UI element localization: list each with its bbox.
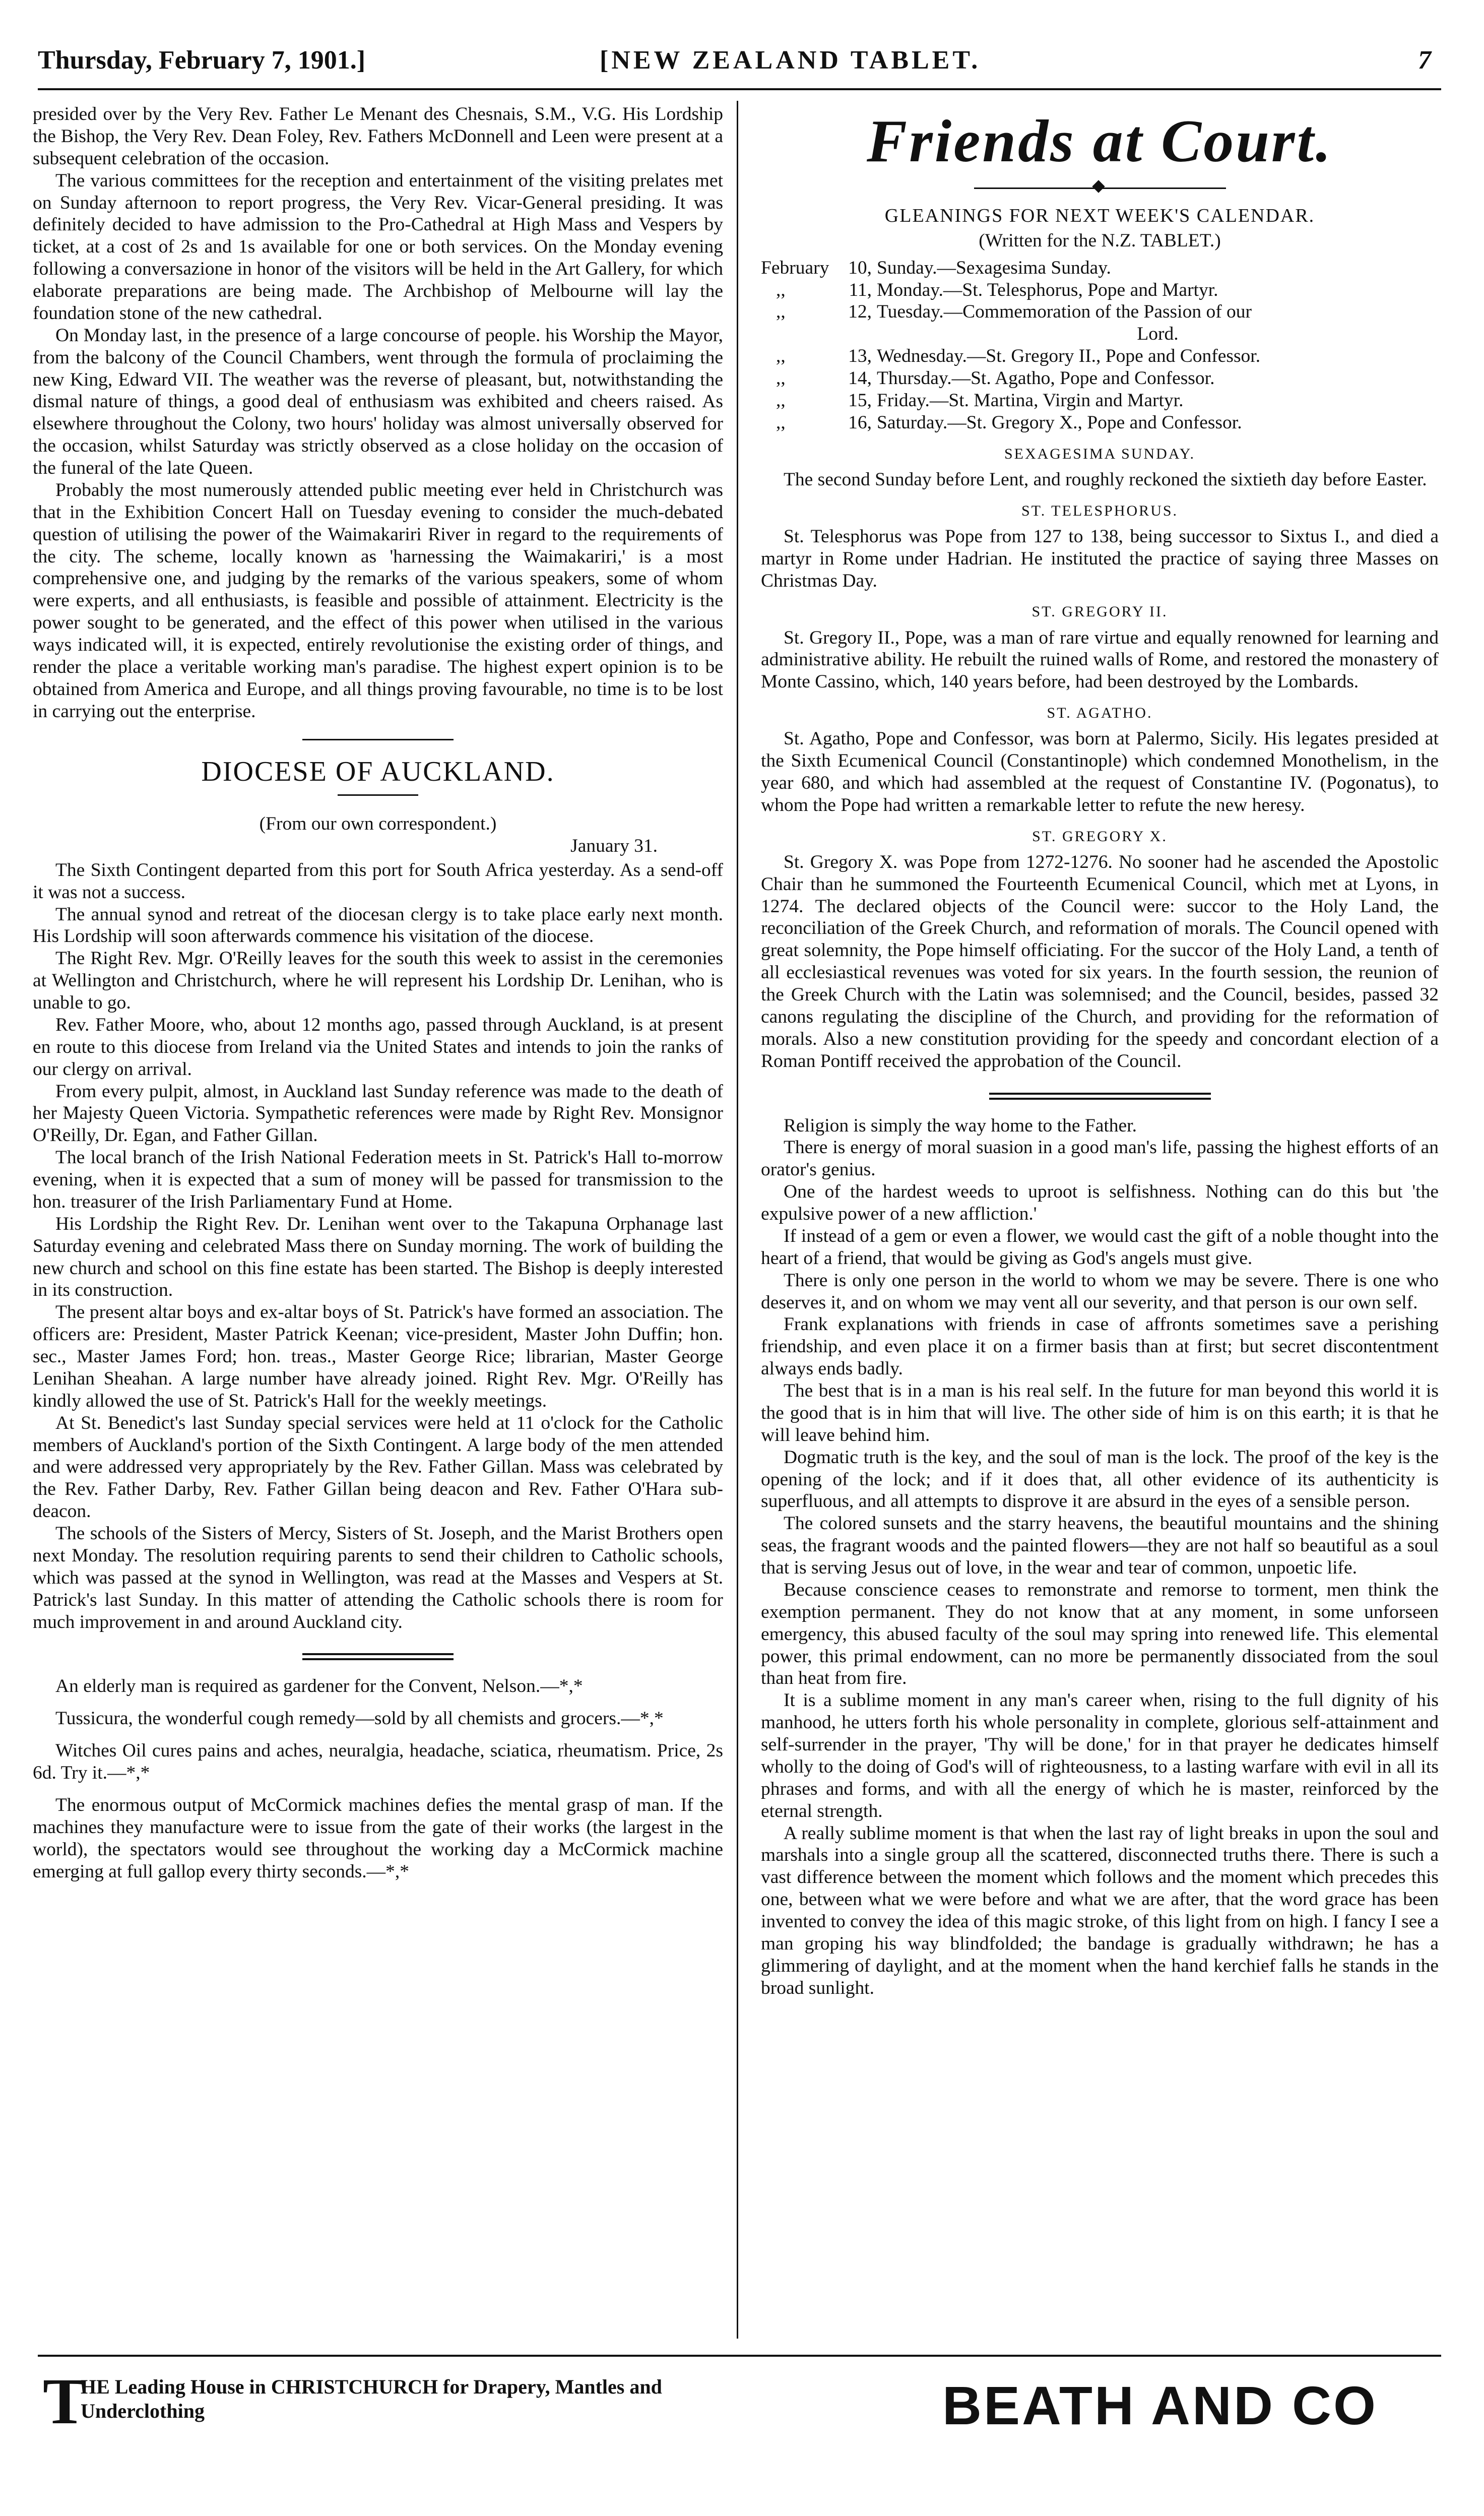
maxim-paragraph: The colored sunsets and the starry heavens, the beautiful mountains and the shining seas, the fragrant woods and the painted flowers—they are not half so beautiful as a soul that is serving Jesus out of love, in the wear and tear of common, unpoetic life.: [761, 1513, 1439, 1579]
advertisement: An elderly man is required as gardener for the Convent, Nelson.—*,*: [55, 1676, 583, 1697]
calendar-month: February: [761, 257, 829, 278]
column-divider: [737, 101, 738, 2339]
calendar-text: Lord.: [1137, 324, 1179, 345]
saint-paragraph: St. Telesphorus was Pope from 127 to 138, being successor to Sixtus I., and died a martyr in Rome under Hadrian. He instituted the practice of saying three Masses on Christmas Day.: [761, 526, 1439, 591]
calendar-day: 11,: [849, 279, 872, 300]
calendar-month: [761, 323, 842, 345]
article-paragraph: The Right Rev. Mgr. O'Reilly leaves for the south this week to assist in the ceremonies at Wellington and Christchurch, where he will represent his Lordship Dr. Lenihan, who is unable to go.: [33, 948, 723, 1014]
calendar-day: 15,: [848, 390, 872, 411]
calendar-day: 16,: [848, 412, 872, 433]
article-paragraph: presided over by the Very Rev. Father Le Menant des Chesnais, S.M., V.G. His Lordship the Bishop, the Very Rev. Dean Foley, Rev. Fathers McDonnell and Leen were present at a subsequent celebration of the occasion.: [33, 104, 723, 169]
saint-heading: ST. GREGORY II.: [1031, 603, 1168, 620]
ornamental-divider: [989, 1093, 1211, 1100]
footer-rule: [38, 2355, 1441, 2357]
article-paragraph: His Lordship the Right Rev. Dr. Lenihan went over to the Takapuna Orphanage last Saturday evening and celebrated Mass there on Sunday morning. The work of building the new church and school on this fine estate has been started. The Bishop is deeply interested in its construction.: [33, 1213, 723, 1301]
title-underline: [338, 794, 418, 796]
article-paragraph: From every pulpit, almost, in Auckland last Sunday reference was made to the death of her Majesty Queen Victoria. Sympathetic references were made by Right Rev. Monsignor O'Reilly, Dr. Egan, and Father Gillan.: [33, 1081, 723, 1146]
section-divider: [302, 739, 454, 740]
footer-advertisement-text: [43, 2365, 786, 2438]
calendar-month: ,,: [776, 279, 786, 300]
calendar-list: [761, 257, 1439, 434]
advertisement: The enormous output of McCormick machines defies the mental grasp of man. If the machines they manufacture were to issue from the gate of their works (the largest in the world), the spectators would see throughout the working day a McCormick machine emerging at full gallop every thirty seconds.—*,*: [33, 1794, 723, 1882]
calendar-entry: [761, 323, 1439, 345]
calendar-entry: [761, 279, 1439, 301]
article-paragraph: The local branch of the Irish National Federation meets in St. Patrick's Hall to-morrow evening, when it is expected that a sum of money will be passed for transmission to the hon. treasurer of the Irish Parliamentary Fund at Home.: [33, 1147, 723, 1212]
saint-heading: ST. AGATHO.: [1047, 705, 1153, 722]
article-paragraph: The present altar boys and ex-altar boys of St. Patrick's have formed an association. The officers are: President, Master Patrick Keenan; vice-president, Master John Duffin; hon. sec., Master James Ford; hon. treas., Master George Rice; librarian, Master George Lenihan Sheahan. A large number have already joined. Right Rev. Mgr. O'Reilly has kindly allowed the use of St. Patrick's Hall for the weekly meetings.: [33, 1302, 723, 1411]
article-paragraph: On Monday last, in the presence of a large concourse of people. his Worship the Mayor, from the balcony of the Council Chambers, went through the formula of proclaiming the new King, Edward VII. The weather was the reverse of pleasant, but, notwithstanding the dismal nature of things, a good deal of enthusiasm was exhibited and cheers raised. As elsewhere throughout the Colony, two hours' holiday was almost universally observed for the occasion, whilst Saturday was strictly observed as a close holiday on the occasion of the funeral of the late Queen.: [33, 325, 723, 478]
calendar-text: Monday.—St. Telesphorus, Pope and Martyr.: [877, 279, 1218, 300]
left-column: [33, 103, 723, 1882]
article-paragraph: The schools of the Sisters of Mercy, Sisters of St. Joseph, and the Marist Brothers open next Monday. The resolution requiring parents to send their children to Catholic schools, which was passed at the synod in Wellington, was read at the Masses and Vespers at St. Patrick's last Sunday. In this matter of attending the Catholic schools there is room for much improvement in and around Auckland city.: [33, 1523, 723, 1632]
saint-heading: SEXAGESIMA SUNDAY.: [1004, 445, 1196, 462]
maxim-paragraph: There is energy of moral suasion in a good man's life, passing the highest efforts of an orator's genius.: [761, 1137, 1439, 1180]
calendar-text: Thursday.—St. Agatho, Pope and Confessor.: [877, 368, 1215, 389]
maxim-paragraph: The best that is in a man is his real self. In the future for man beyond this world it is the good that is in him that will live. The other side of him is on this earth; it is that he will leave behind him.: [761, 1380, 1439, 1445]
saint-paragraph: St. Gregory X. was Pope from 1272-1276. No sooner had he ascended the Apostolic Chair than he summoned the Fourteenth Ecumenical Council, which met at Lyons, in 1274. The declared objects of the Council were: succor to the Holy Land, the reconciliation of the Greek Church, and reformation of morals. The Council opened with great solemnity, the Pope himself officiating. For the succor of the Holy Land, a tenth of all ecclesiastical revenues was voted for six years. In the fourth session, the reunion of the Greek Church with the Latin was solemnised; and the Council, besides, passed 32 canons regulating the discipline of the Church, and providing for the reformation of morals. Also a new constitution providing for the speedy and concordant election of a Roman Pontiff received the approbation of the Council.: [761, 851, 1439, 1072]
header-date: Thursday, February 7, 1901.]: [38, 46, 366, 75]
byline: (From our own correspondent.): [259, 813, 497, 835]
calendar-entry: [761, 390, 1439, 412]
maxim-paragraph: One of the hardest weeds to uproot is selfishness. Nothing can do this but 'the expulsive power of a new affliction.': [761, 1181, 1439, 1225]
header-publication: [NEW ZEALAND TABLET.: [600, 46, 981, 75]
drop-cap-letter: T: [43, 2365, 87, 2438]
calendar-month: ,,: [776, 412, 786, 433]
saint-heading: ST. GREGORY X.: [1032, 828, 1168, 845]
calendar-month: ,,: [776, 301, 786, 323]
maxim-paragraph: Because conscience ceases to remonstrate and remorse to torment, men think the exemption permanent. They do not know that at any moment, in some unforseen emergency, this abused faculty of the soul may spring into renewed life. This elemental power, this primal endowment, can no more be permanently dissociated from the soul than heat from fire.: [761, 1579, 1439, 1689]
calendar-entry: [761, 345, 1439, 367]
calendar-entry: [761, 412, 1439, 434]
article-paragraph: The Sixth Contingent departed from this port for South Africa yesterday. As a send-off it was not a success.: [33, 859, 723, 903]
header-page-number: 7: [1418, 46, 1431, 75]
saint-paragraph: St. Agatho, Pope and Confessor, was born at Palermo, Sicily. His legates presided at the Sixth Ecumenical Council (Constantinople) which condemned Monothelism, in the year 680, and which had assembled at the request of Constantine IV. (Pogonatus), to whom the Pope had written a remarkable letter to refute the new heresy.: [761, 728, 1439, 815]
calendar-entry: [761, 367, 1439, 390]
footer-line: Underclothing: [81, 2400, 205, 2422]
advertisement: Witches Oil cures pains and aches, neuralgia, headache, sciatica, rheumatism. Price, 2s 6d. Try it.—*,*: [33, 1740, 723, 1784]
advertisement: Tussicura, the wonderful cough remedy—sold by all chemists and grocers.—*,*: [55, 1708, 664, 1729]
saint-paragraph: St. Gregory II., Pope, was a man of rare virtue and equally renowned for learning and administrative ability. He rebuilt the ruined walls of Rome, and restored the monastery of Monte Cassino, which, 140 years before, had been destroyed by the Lombards.: [761, 627, 1439, 693]
diamond-ornament-icon: [1092, 180, 1105, 193]
maxim-paragraph: Frank explanations with friends in case of affronts sometimes save a perishing friendship, and even place it on a firmer basis than at first; but secret discontentment always ends badly.: [761, 1314, 1439, 1379]
article-paragraph: Probably the most numerously attended public meeting ever held in Christchurch was that in the Exhibition Concert Hall on Tuesday evening to consider the much-debated question of utilising the power of the Waimakariri River in regard to the requirements of the city. The scheme, locally known as 'harnessing the Waimakariri,' is a most comprehensive one, and judging by the remarks of the various speakers, some of whom were experts, and all enthusiasts, is feasible and possible of attainment. Electricity is the power sought to be generated, and the effect of this power when utilised in the various ways indicated will, it is expected, entirely revolutionise the existing order of things, and render the place a veritable working man's paradise. The highest expert opinion is to be obtained from America and Europe, and all things proving favourable, no time is to be lost in carrying out the enterprise.: [33, 479, 723, 722]
calendar-day: 14,: [848, 368, 872, 389]
saint-heading: ST. TELESPHORUS.: [1021, 502, 1179, 519]
footer-brand: BEATH AND CO: [942, 2375, 1378, 2436]
article-paragraph: The annual synod and retreat of the diocesan clergy is to take place early next month. His Lordship will soon afterwards commence his visitation of the diocese.: [33, 904, 723, 947]
saint-paragraph: The second Sunday before Lent, and roughly reckoned the sixtieth day before Easter.: [784, 469, 1427, 490]
calendar-month: ,,: [776, 346, 786, 367]
article-paragraph: Rev. Father Moore, who, about 12 months ago, passed through Auckland, is at present en route to this diocese from Ireland via the United States and intends to join the ranks of our clergy on arrival.: [33, 1014, 723, 1080]
footer-line: HE Leading House in CHRISTCHURCH for Drapery, Mantles and: [81, 2375, 662, 2398]
page-header: [38, 40, 1441, 81]
calendar-day: 13,: [848, 346, 872, 367]
calendar-entry: [761, 301, 1439, 323]
maxim-paragraph: It is a sublime moment in any man's career when, rising to the full dignity of his manhood, he utters forth his whole personality in complete, glorious self-attainment and self-surrender in the prayer, 'Thy will be done,' for in that prayer he dedicates himself wholly to the doing of God's will of righteousness, to a lasting warfare with evil in all its phrases and forms, and with all the energy of which he is master, reinforced by the eternal strength.: [761, 1690, 1439, 1821]
maxim-paragraph: Religion is simply the way home to the Father.: [784, 1115, 1137, 1136]
calendar-day: 12,: [848, 301, 872, 323]
article-paragraph: At St. Benedict's last Sunday special services were held at 11 o'clock for the Catholic members of Auckland's portion of the Sixth Contingent. A large body of the men attended and were addressed very appropriately by the Rev. Father Gillan. Mass was celebrated by the Rev. Father Darby, Rev. Father Gillan being deacon and Rev. Father O'Hara sub-deacon.: [33, 1412, 723, 1522]
calendar-text: Sunday.—Sexagesima Sunday.: [877, 257, 1111, 278]
maxim-paragraph: Dogmatic truth is the key, and the soul of man is the lock. The proof of the key is the opening of the lock; and if it does that, all other evidence of its authenticity is superfluous, and all attempts to disprove it are absurd in the eyes of a sensible person.: [761, 1446, 1439, 1512]
dateline: January 31.: [570, 835, 658, 856]
header-rule: [38, 88, 1441, 90]
maxim-paragraph: There is only one person in the world to whom we may be severe. There is one who deserves it, and on whom we may vent all our severity, and that person is our own self.: [761, 1270, 1439, 1313]
calendar-day: [842, 323, 877, 345]
calendar-month: ,,: [776, 368, 786, 389]
article-paragraph: The various committees for the reception and entertainment of the visiting prelates met on Sunday afternoon to report progress, the Very Rev. Vicar-General presiding. It was definitely decided to have admission to the Pro-Cathedral at High Mass and Vespers by ticket, at a cost of 2s and 1s available for one or both services. On the Monday evening following a conversazione in honor of the visitors will be held in the Art Gallery, for which elaborate preparations are being made. The Archbishop of Melbourne will lay the foundation stone of the new cathedral.: [33, 170, 723, 324]
calendar-text: Wednesday.—St. Gregory II., Pope and Confessor.: [877, 346, 1261, 367]
calendar-text: Friday.—St. Martina, Virgin and Martyr.: [877, 390, 1184, 411]
calendar-day: 10,: [848, 257, 872, 278]
calendar-text: Tuesday.—Commemoration of the Passion of our: [877, 301, 1252, 323]
ornamental-divider: [302, 1653, 454, 1660]
calendar-heading: GLEANINGS FOR NEXT WEEK'S CALENDAR.: [884, 205, 1315, 227]
calendar-subheading: (Written for the N.Z. TABLET.): [979, 230, 1221, 251]
friends-at-court-title: Friends at Court.: [867, 107, 1333, 174]
maxim-paragraph: If instead of a gem or even a flower, we would cast the gift of a noble thought into the heart of a friend, that would be giving as God's angels must give.: [761, 1225, 1439, 1269]
calendar-month: ,,: [776, 390, 786, 411]
maxim-paragraph: A really sublime moment is that when the last ray of light breaks in upon the soul and marshals into a single group all the scattered, disconnected truths there. There is such a vast difference between the moment which follows and the moment which precedes this one, between what we were before and what we are after, that the word grace has been invented to convey the idea of this magic stroke, of this light from on high. I fancy I see a man groping his way blindfolded; the bandage is gradually withdrawn; he has a glimmering of daylight, and at the moment when the hand kerchief falls he stands in the broad sunlight.: [761, 1822, 1439, 1998]
calendar-text: Saturday.—St. Gregory X., Pope and Confessor.: [877, 412, 1242, 433]
calendar-entry: [761, 257, 1439, 279]
diamond-divider: [974, 181, 1226, 195]
section-title: DIOCESE OF AUCKLAND.: [201, 756, 555, 787]
right-column: [761, 103, 1439, 1999]
